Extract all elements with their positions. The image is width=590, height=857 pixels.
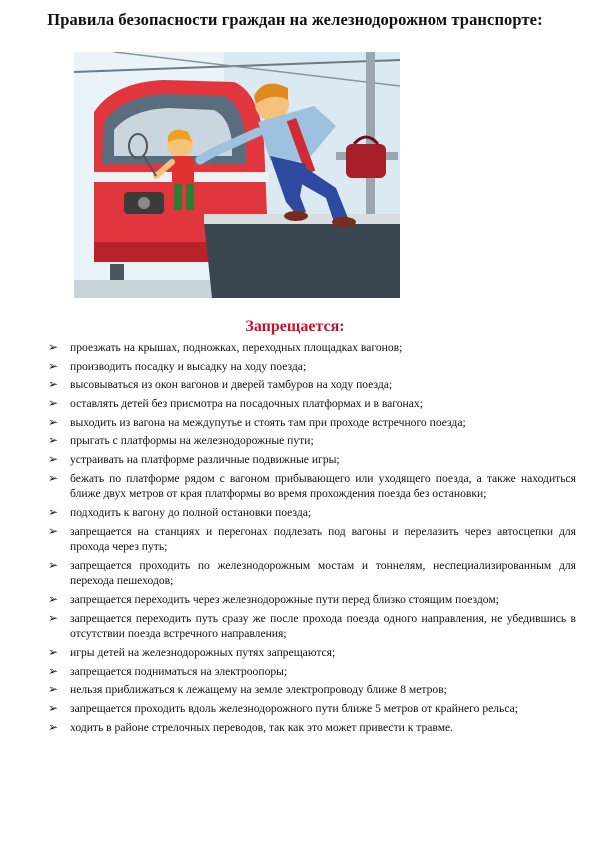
rule-text: бежать по платформе рядом с вагоном прибывающего или уходящего поезда, а также находиться ближе двух метров от края платформы во время прохождения поезда без остановки; — [70, 471, 576, 501]
rule-item — [48, 720, 576, 736]
rule-item — [48, 592, 576, 608]
rule-text: прыгать с платформы на железнодорожные пути; — [70, 434, 314, 448]
arrowhead-bullet-icon: ➢ — [48, 452, 59, 467]
rule-text: запрещается на станциях и перегонах подлезать под вагоны и перелазить через автосцепки для прохода через путь; — [70, 524, 576, 554]
arrowhead-bullet-icon: ➢ — [48, 644, 59, 659]
arrowhead-bullet-icon: ➢ — [48, 414, 59, 429]
rule-item — [48, 396, 576, 412]
rule-item — [48, 471, 576, 502]
page-title: Правила безопасности граждан на железнодорожном транспорте: — [47, 10, 543, 29]
rule-text: оставлять детей без присмотра на посадочных платформах и в вагонах; — [70, 397, 423, 411]
rule-item — [48, 359, 576, 375]
arrowhead-bullet-icon: ➢ — [48, 682, 59, 697]
rule-text: высовываться из окон вагонов и дверей тамбуров на ходу поезда; — [70, 378, 393, 392]
rule-item — [48, 452, 576, 468]
arrowhead-bullet-icon: ➢ — [48, 701, 59, 715]
arrowhead-bullet-icon: ➢ — [48, 610, 59, 625]
rule-item — [48, 645, 576, 661]
rules-list — [48, 340, 576, 738]
rule-text: игры детей на железнодорожных путях запрещаются; — [70, 645, 336, 659]
rule-text: ходить в районе стрелочных переводов, так как это может привести к травме. — [70, 720, 454, 734]
rule-item — [48, 340, 576, 356]
forbidden-heading: Запрещается: — [245, 318, 345, 335]
arrowhead-bullet-icon: ➢ — [48, 505, 59, 519]
rule-text: запрещается проходить по железнодорожным мостам и тоннелям, неспециализированным для перехода пешеходов; — [70, 558, 576, 588]
rule-item — [48, 664, 576, 680]
arrowhead-bullet-icon: ➢ — [48, 396, 59, 411]
arrowhead-bullet-icon: ➢ — [48, 592, 59, 607]
arrowhead-bullet-icon: ➢ — [48, 340, 59, 354]
rule-text: проезжать на крышах, подножках, переходных площадках вагонов; — [70, 341, 403, 354]
rule-item — [48, 377, 576, 393]
rule-text: подходить к вагону до полной остановки поезда; — [70, 506, 312, 519]
rule-text: запрещается переходить путь сразу же после прохода поезда одного направления, не убедившись в отсутствии поезда встречного направления; — [70, 611, 576, 641]
rule-item — [48, 524, 576, 555]
rule-item — [48, 558, 576, 589]
rule-item — [48, 682, 576, 698]
rule-text: запрещается переходить через железнодорожные пути перед близко стоящим поездом; — [70, 593, 499, 607]
arrowhead-bullet-icon: ➢ — [48, 719, 59, 734]
rule-item — [48, 701, 576, 717]
rule-text: выходить из вагона на междупутье и стоять там при проходе встречного поезда; — [70, 415, 466, 429]
rule-item — [48, 611, 576, 642]
arrowhead-bullet-icon: ➢ — [48, 358, 59, 373]
rule-text: устраивать на платформе различные подвижные игры; — [70, 453, 340, 467]
train-boarding-illustration — [74, 52, 400, 298]
rule-text: запрещается подниматься на электроопоры; — [70, 664, 288, 678]
rule-item — [48, 415, 576, 431]
rule-text: нельзя приближаться к лежащему на земле электропроводу ближе 8 метров; — [70, 683, 447, 697]
rule-text: запрещается проходить вдоль железнодорожного пути ближе 5 метров от крайнего рельса; — [70, 702, 518, 715]
arrowhead-bullet-icon: ➢ — [48, 470, 59, 485]
arrowhead-bullet-icon: ➢ — [48, 557, 59, 572]
arrowhead-bullet-icon: ➢ — [48, 663, 59, 678]
arrowhead-bullet-icon: ➢ — [48, 433, 59, 448]
rule-item — [48, 505, 576, 521]
arrowhead-bullet-icon: ➢ — [48, 377, 59, 392]
arrowhead-bullet-icon: ➢ — [48, 523, 59, 538]
rule-text: производить посадку и высадку на ходу поезда; — [70, 359, 307, 373]
rule-item — [48, 433, 576, 449]
